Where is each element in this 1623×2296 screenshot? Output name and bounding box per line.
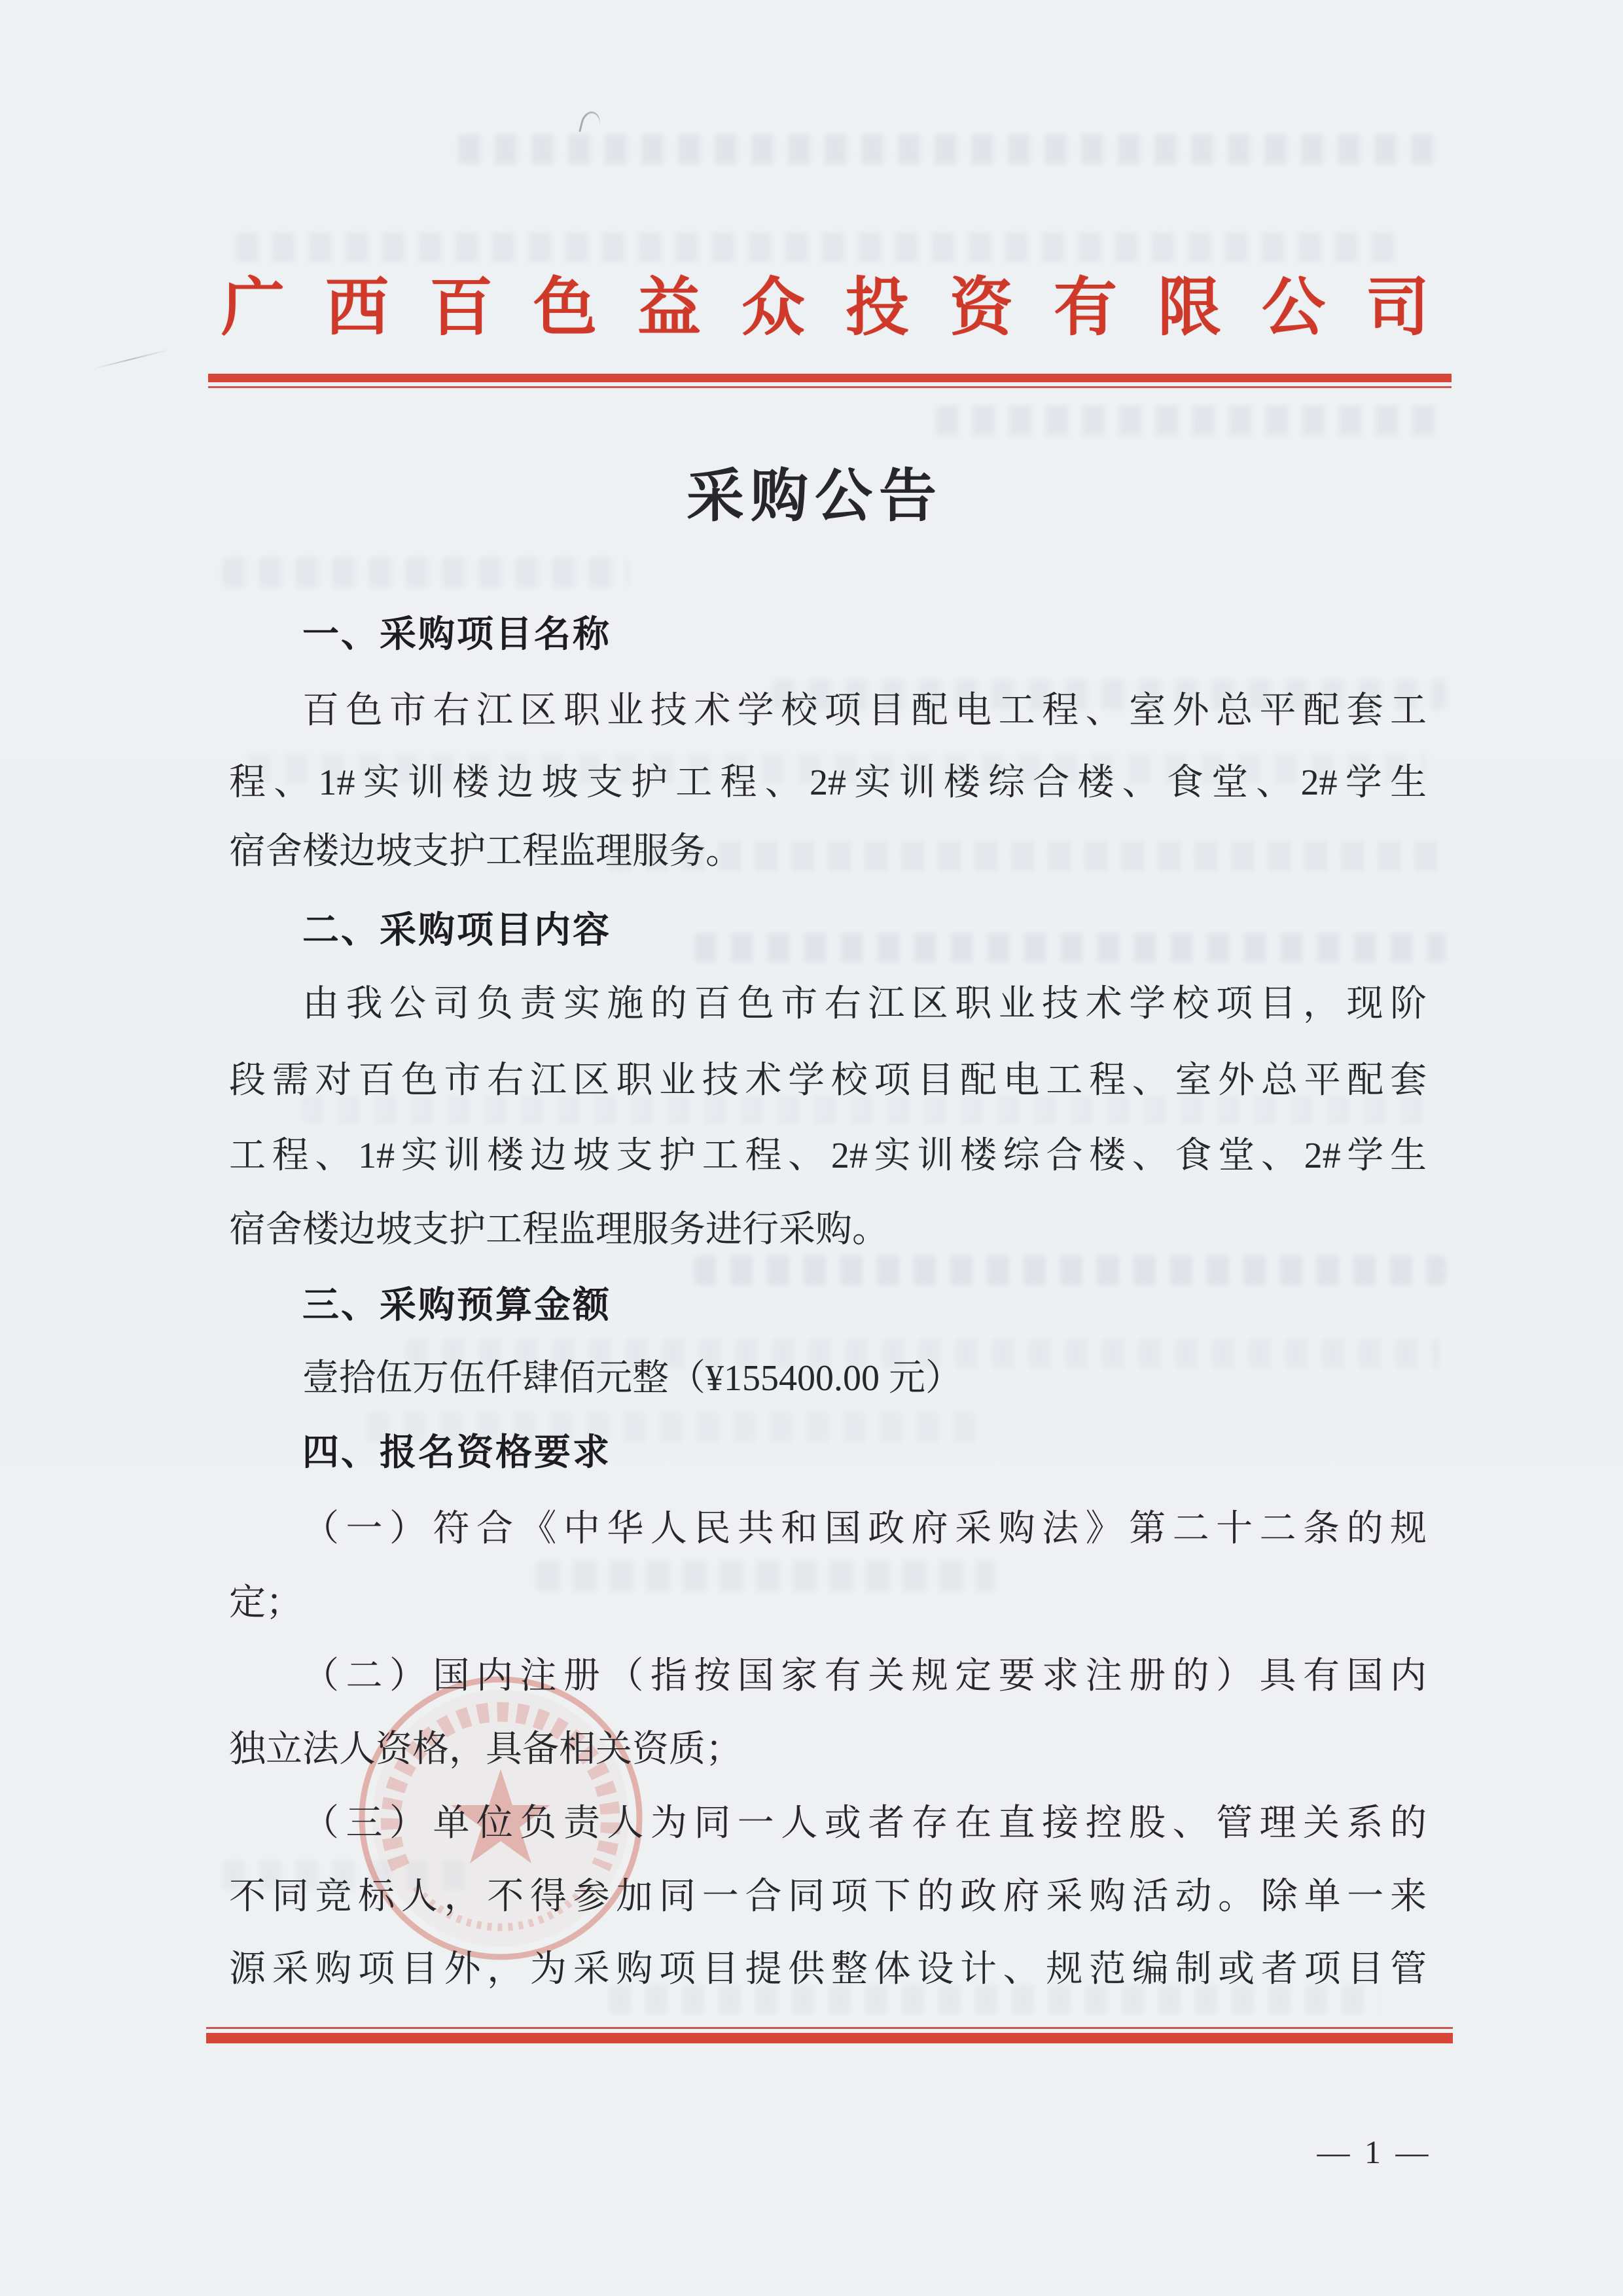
section-3-heading: 三、采购预算金额: [302, 1284, 611, 1325]
footer-rule-thin: [206, 2027, 1453, 2029]
section-1-heading: 一、采购项目名称: [302, 613, 611, 655]
section-2-line-4: 宿舍楼边坡支护工程监理服务进行采购。: [229, 1210, 889, 1250]
section-4-heading: 四、报名资格要求: [302, 1431, 611, 1473]
section-4-line-2: 定；: [229, 1583, 302, 1623]
section-4-line-6: 不同竞标人，不得参加同一合同项下的政府采购活动。除单一来: [229, 1876, 1427, 1917]
section-2-line-2: 段需对百色市右江区职业技术学校项目配电工程、室外总平配套: [229, 1060, 1427, 1101]
bleed-through-row: [936, 406, 1446, 436]
page-number: — 1 —: [1317, 2134, 1432, 2170]
footer-rule-thick: [206, 2033, 1453, 2043]
section-2-line-1: 由我公司负责实施的百色市右江区职业技术学校项目，现阶: [302, 984, 1427, 1024]
section-4-line-5: （三）单位负责人为同一人或者存在直接控股、管理关系的: [302, 1803, 1427, 1844]
section-1-line-2: 程、1#实训楼边坡支护工程、2#实训楼综合楼、食堂、2#学生: [229, 762, 1427, 803]
document-title: 采购公告: [686, 465, 943, 529]
bleed-through-row: [236, 232, 1400, 262]
bleed-through-row: [458, 134, 1440, 164]
section-3-line-1: 壹拾伍万伍仟肆佰元整（¥155400.00 元）: [302, 1358, 962, 1399]
section-2-heading: 二、采购项目内容: [302, 909, 611, 950]
pen-stray-mark: [579, 109, 603, 136]
bleed-through-row: [694, 1255, 1446, 1285]
scan-scratch: [93, 350, 169, 370]
header-rule-thin: [208, 386, 1452, 388]
section-1-line-3: 宿舍楼边坡支护工程监理服务。: [229, 831, 742, 872]
section-1-line-1: 百色市右江区职业技术学校项目配电工程、室外总平配套工: [302, 691, 1427, 731]
section-2-line-3: 工程、1#实训楼边坡支护工程、2#实训楼综合楼、食堂、2#学生: [229, 1136, 1427, 1176]
section-4-line-3: （二）国内注册（指按国家有关规定要求注册的）具有国内: [302, 1656, 1427, 1696]
section-4-line-7: 源采购项目外，为采购项目提供整体设计、规范编制或者项目管: [229, 1949, 1427, 1990]
section-4-line-1: （一）符合《中华人民共和国政府采购法》第二十二条的规: [302, 1509, 1427, 1549]
section-4-line-4: 独立法人资格，具备相关资质；: [229, 1729, 742, 1770]
bleed-through-row: [223, 558, 628, 588]
company-title: 广西百色益众投资有限公司: [221, 273, 1470, 343]
header-rule-thick: [208, 374, 1452, 382]
